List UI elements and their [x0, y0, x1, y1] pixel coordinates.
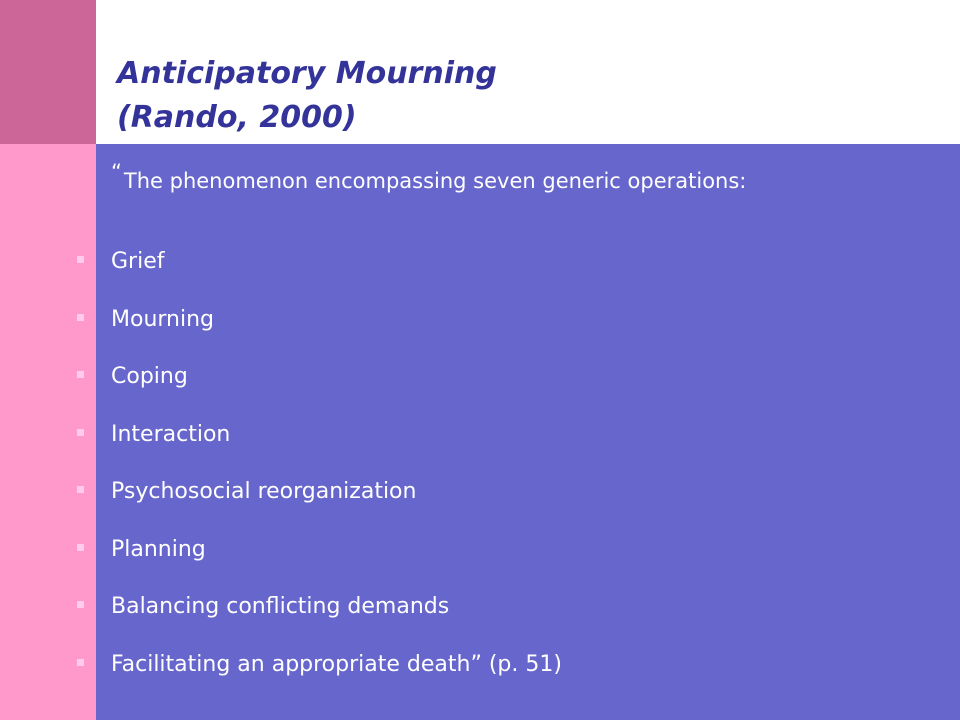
- left-accent-block: [0, 0, 96, 144]
- square-bullet-icon: [77, 544, 84, 551]
- list-item: [0, 348, 960, 406]
- bullet-text: Psychosocial reorganization: [111, 479, 417, 504]
- bullet-text: Coping: [111, 364, 188, 389]
- list-item: [0, 578, 960, 636]
- list-item: [0, 521, 960, 579]
- bullet-text: Balancing conflicting demands: [111, 594, 450, 619]
- title-line-2: (Rando, 2000): [117, 100, 357, 135]
- list-item: [0, 291, 960, 349]
- bullet-list: [0, 233, 960, 693]
- square-bullet-icon: [77, 486, 84, 493]
- list-item: [0, 636, 960, 694]
- slide-title: [117, 52, 497, 140]
- open-quote-mark: “: [111, 160, 122, 184]
- intro-text: [111, 160, 831, 194]
- list-item: [0, 406, 960, 464]
- square-bullet-icon: [77, 601, 84, 608]
- bullet-text: Grief: [111, 249, 165, 274]
- title-line-1: Anticipatory Mourning: [117, 56, 497, 91]
- bullet-text: Planning: [111, 536, 206, 562]
- square-bullet-icon: [77, 256, 84, 263]
- list-item: [0, 233, 960, 291]
- square-bullet-icon: [77, 659, 84, 666]
- bullet-text: Mourning: [111, 306, 215, 332]
- square-bullet-icon: [77, 314, 84, 321]
- intro-text-body: The phenomenon encompassing seven generic operations:: [123, 169, 747, 193]
- bullet-text: Facilitating an appropriate death” (p. 51): [111, 651, 562, 677]
- square-bullet-icon: [77, 371, 84, 378]
- list-item: [0, 463, 960, 521]
- square-bullet-icon: [77, 429, 84, 436]
- bullet-text: Interaction: [111, 421, 231, 447]
